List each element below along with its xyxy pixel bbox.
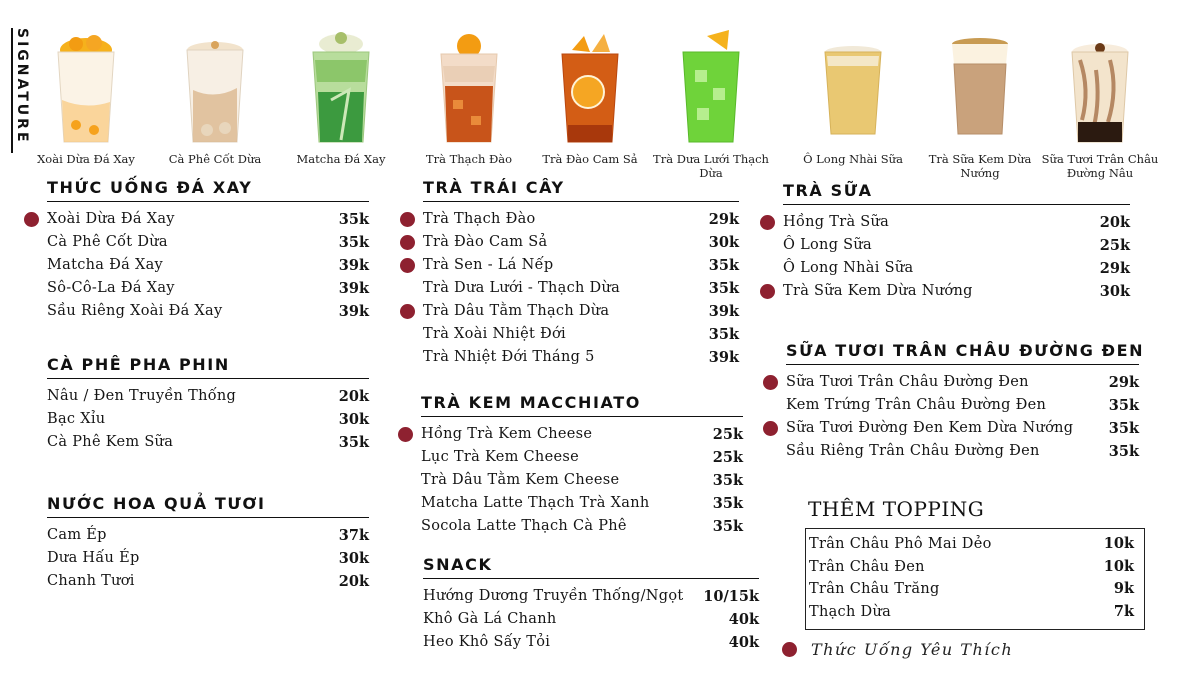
- item-name: Ô Long Nhài Sữa: [783, 260, 914, 276]
- item-price: 20k: [1099, 214, 1130, 231]
- drink-card[interactable]: [793, 30, 913, 166]
- item-price: 39k: [708, 349, 739, 366]
- section-title: SỮA TƯƠI TRÂN CHÂU ĐƯỜNG ĐEN: [786, 341, 1139, 365]
- drink-name: Cà Phê Cốt Dừa: [168, 152, 262, 166]
- item-price: 39k: [338, 303, 369, 320]
- section-tra-sua: [783, 181, 1130, 303]
- menu-item[interactable]: [47, 547, 369, 570]
- milk-tea-coconut-cream-cup-icon: [940, 30, 1020, 148]
- favorite-dot-icon: [763, 421, 778, 436]
- drink-card[interactable]: [26, 30, 146, 166]
- item-name: Ô Long Sữa: [783, 237, 873, 253]
- legend-text: Thức Uống Yêu Thích: [811, 640, 1014, 659]
- topping-box: [805, 528, 1145, 630]
- drink-card[interactable]: [155, 30, 275, 166]
- section-sua-tuoi: [786, 341, 1145, 463]
- drink-name: Trà Đào Cam Sả: [542, 152, 638, 166]
- item-price: 25k: [712, 449, 743, 466]
- section-title: THỨC UỐNG ĐÁ XAY: [47, 178, 369, 202]
- item-name: Hướng Dương Truyền Thống/Ngọt: [423, 588, 684, 604]
- drink-card[interactable]: [1040, 30, 1160, 180]
- item-name: Trà Dâu Tằm Thạch Dừa: [423, 303, 610, 319]
- item-price: 39k: [338, 280, 369, 297]
- item-price: 25k: [712, 426, 743, 443]
- menu-item[interactable]: [421, 469, 743, 492]
- menu-item[interactable]: [809, 578, 1134, 601]
- item-price: 35k: [708, 257, 739, 274]
- menu-item[interactable]: [423, 300, 739, 323]
- item-name: Hồng Trà Kem Cheese: [421, 426, 593, 442]
- item-price: 35k: [338, 434, 369, 451]
- mango-coconut-blended-cup-icon: [46, 30, 126, 148]
- favorite-dot-icon: [400, 258, 415, 273]
- item-price: 40k: [728, 611, 759, 628]
- favorite-dot-icon: [398, 427, 413, 442]
- item-price: 30k: [338, 550, 369, 567]
- menu-item[interactable]: [423, 323, 739, 346]
- favorite-dot-icon: [763, 375, 778, 390]
- menu-item[interactable]: [786, 394, 1139, 417]
- menu-item[interactable]: [47, 431, 369, 454]
- matcha-blended-cup-icon: [301, 30, 381, 148]
- item-price: 37k: [338, 527, 369, 544]
- menu-item[interactable]: [421, 423, 743, 446]
- drink-card[interactable]: [281, 30, 401, 166]
- item-price: 9k: [1113, 580, 1134, 597]
- item-name: Cam Ép: [47, 527, 107, 543]
- item-name: Sô-Cô-La Đá Xay: [47, 280, 175, 296]
- melon-tea-cup-icon: [671, 30, 751, 148]
- item-name: Trà Nhiệt Đới Tháng 5: [423, 349, 595, 365]
- menu-item[interactable]: [423, 631, 759, 654]
- item-price: 35k: [1108, 420, 1139, 437]
- item-price: 29k: [708, 211, 739, 228]
- item-price: 29k: [1108, 374, 1139, 391]
- menu-item[interactable]: [783, 257, 1130, 280]
- menu-item[interactable]: [47, 254, 369, 277]
- menu-item[interactable]: [421, 446, 743, 469]
- menu-item[interactable]: [809, 556, 1134, 579]
- menu-item[interactable]: [809, 601, 1134, 624]
- menu-item[interactable]: [421, 492, 743, 515]
- menu-item[interactable]: [783, 280, 1130, 303]
- item-price: 35k: [712, 472, 743, 489]
- favorite-dot-icon: [24, 212, 39, 227]
- item-price: 35k: [708, 280, 739, 297]
- signature-label: SIGNATURE: [11, 28, 31, 153]
- item-name: Cà Phê Kem Sữa: [47, 434, 174, 450]
- favorite-dot-icon: [760, 284, 775, 299]
- menu-item[interactable]: [423, 585, 759, 608]
- item-name: Trà Dâu Tằm Kem Cheese: [421, 472, 620, 488]
- menu-item[interactable]: [47, 408, 369, 431]
- item-price: 30k: [338, 411, 369, 428]
- drink-name: Trà Sữa Kem Dừa Nướng: [928, 152, 1032, 180]
- drink-name: Ô Long Nhài Sữa: [803, 152, 903, 166]
- brown-sugar-milk-cup-icon: [1060, 30, 1140, 148]
- menu-item[interactable]: [47, 570, 369, 593]
- drink-card[interactable]: [409, 30, 529, 166]
- peach-orange-lemongrass-tea-cup-icon: [550, 30, 630, 148]
- menu-item[interactable]: [423, 231, 739, 254]
- item-name: Sữa Tươi Trân Châu Đường Đen: [786, 374, 1029, 390]
- item-name: Sầu Riêng Xoài Đá Xay: [47, 303, 223, 319]
- favorite-legend: [782, 640, 1013, 659]
- item-name: Xoài Dừa Đá Xay: [47, 211, 175, 227]
- section-ca-phe: [47, 355, 369, 454]
- menu-item[interactable]: [421, 515, 743, 538]
- section-macchiato: [421, 393, 743, 538]
- item-price: 20k: [338, 573, 369, 590]
- peach-jelly-tea-cup-icon: [429, 30, 509, 148]
- item-name: Trà Thạch Đào: [423, 211, 536, 227]
- item-price: 39k: [708, 303, 739, 320]
- item-name: Socola Latte Thạch Cà Phê: [421, 518, 627, 534]
- item-name: Chanh Tươi: [47, 573, 135, 589]
- section-title: TRÀ TRÁI CÂY: [423, 178, 739, 202]
- drink-card[interactable]: [920, 30, 1040, 180]
- menu-item[interactable]: [47, 524, 369, 547]
- item-name: Lục Trà Kem Cheese: [421, 449, 579, 465]
- section-da-xay: [47, 178, 369, 323]
- item-name: Matcha Latte Thạch Trà Xanh: [421, 495, 650, 511]
- item-name: Kem Trứng Trân Châu Đường Đen: [786, 397, 1047, 413]
- item-name: Matcha Đá Xay: [47, 257, 164, 273]
- section-title: CÀ PHÊ PHA PHIN: [47, 355, 369, 379]
- drink-name: Sữa Tươi Trân Châu Đường Nâu: [1041, 152, 1159, 180]
- drink-card[interactable]: [651, 30, 771, 180]
- item-name: Heo Khô Sấy Tỏi: [423, 634, 551, 650]
- oolong-jasmine-milk-cup-icon: [813, 30, 893, 148]
- item-name: Nâu / Đen Truyền Thống: [47, 388, 237, 404]
- section-title: NƯỚC HOA QUẢ TƯƠI: [47, 494, 369, 518]
- item-name: Khô Gà Lá Chanh: [423, 611, 557, 627]
- menu-item[interactable]: [786, 371, 1139, 394]
- item-price: 30k: [708, 234, 739, 251]
- item-price: 35k: [712, 495, 743, 512]
- drink-name: Trà Thạch Đào: [425, 152, 513, 166]
- menu-item[interactable]: [47, 277, 369, 300]
- drink-card[interactable]: [530, 30, 650, 166]
- item-name: Trà Sữa Kem Dừa Nướng: [783, 283, 973, 299]
- item-price: 35k: [708, 326, 739, 343]
- item-price: 40k: [728, 634, 759, 651]
- topping-title: THÊM TOPPING: [808, 497, 985, 521]
- menu-item[interactable]: [423, 208, 739, 231]
- item-price: 35k: [338, 234, 369, 251]
- menu-item[interactable]: [423, 254, 739, 277]
- item-name: Sầu Riêng Trân Châu Đường Đen: [786, 443, 1040, 459]
- menu-item[interactable]: [47, 208, 369, 231]
- menu-item[interactable]: [786, 417, 1139, 440]
- favorite-dot-icon: [400, 304, 415, 319]
- section-title: TRÀ SỮA: [783, 181, 1130, 205]
- favorite-dot-icon: [400, 212, 415, 227]
- item-price: 20k: [338, 388, 369, 405]
- coconut-coffee-cup-icon: [175, 30, 255, 148]
- item-price: 35k: [1108, 397, 1139, 414]
- item-name: Thạch Dừa: [809, 603, 892, 620]
- item-name: Hồng Trà Sữa: [783, 214, 890, 230]
- menu-item[interactable]: [809, 533, 1134, 556]
- favorite-dot-icon: [782, 642, 797, 657]
- menu-item[interactable]: [423, 608, 759, 631]
- item-price: 29k: [1099, 260, 1130, 277]
- item-price: 39k: [338, 257, 369, 274]
- item-price: 10k: [1103, 557, 1134, 575]
- item-price: 25k: [1099, 237, 1130, 254]
- menu-item[interactable]: [783, 234, 1130, 257]
- section-tra-trai-cay: [423, 178, 739, 369]
- item-price: 35k: [338, 211, 369, 228]
- section-snack: [423, 555, 759, 654]
- drink-name: Xoài Dừa Đá Xay: [37, 152, 135, 166]
- section-title: TRÀ KEM MACCHIATO: [421, 393, 743, 417]
- item-name: Trân Châu Đen: [809, 558, 925, 575]
- item-price: 30k: [1099, 283, 1130, 300]
- drink-name: Trà Dưa Lưới Thạch Dừa: [653, 152, 769, 180]
- menu-item[interactable]: [47, 300, 369, 323]
- item-name: Cà Phê Cốt Dừa: [47, 234, 168, 250]
- favorite-dot-icon: [400, 235, 415, 250]
- item-name: Sữa Tươi Đường Đen Kem Dừa Nướng: [786, 420, 1074, 436]
- menu-item[interactable]: [423, 277, 739, 300]
- menu-item[interactable]: [783, 211, 1130, 234]
- menu-item[interactable]: [423, 346, 739, 369]
- menu-item[interactable]: [47, 385, 369, 408]
- item-name: Trà Xoài Nhiệt Đới: [423, 326, 566, 342]
- favorite-dot-icon: [760, 215, 775, 230]
- item-name: Trà Sen - Lá Nếp: [423, 257, 554, 273]
- item-price: 10k: [1103, 535, 1134, 552]
- item-name: Trân Châu Phô Mai Dẻo: [809, 536, 992, 552]
- item-price: 35k: [712, 518, 743, 535]
- item-price: 7k: [1113, 602, 1134, 620]
- item-price: 10/15k: [703, 588, 759, 605]
- menu-item[interactable]: [786, 440, 1139, 463]
- item-price: 35k: [1108, 443, 1139, 460]
- item-name: Trà Dưa Lưới - Thạch Dừa: [423, 280, 621, 296]
- item-name: Dưa Hấu Ép: [47, 550, 140, 566]
- section-title: SNACK: [423, 555, 759, 579]
- drink-name: Matcha Đá Xay: [296, 152, 386, 166]
- menu-item[interactable]: [47, 231, 369, 254]
- item-name: Trân Châu Trăng: [809, 581, 940, 597]
- section-hoa-qua: [47, 494, 369, 593]
- item-name: Bạc Xỉu: [47, 411, 106, 427]
- item-name: Trà Đào Cam Sả: [423, 234, 548, 250]
